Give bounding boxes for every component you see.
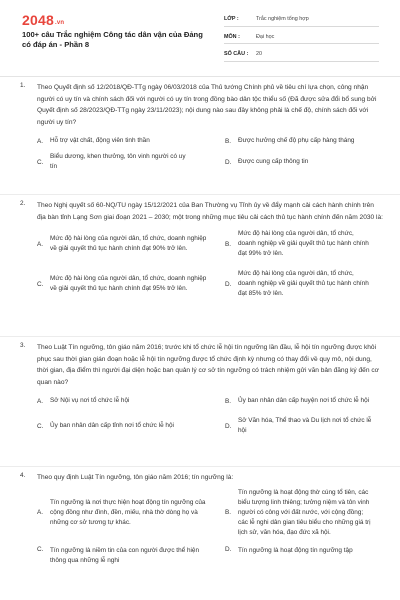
- meta-row-subject: [224, 31, 379, 45]
- option-d[interactable]: [225, 416, 385, 436]
- option-letter: B.: [225, 509, 232, 516]
- option-letter: A.: [37, 137, 44, 145]
- option-c[interactable]: [37, 152, 225, 172]
- option-letter: A.: [37, 509, 44, 516]
- question-3: [20, 342, 384, 436]
- option-d[interactable]: [225, 152, 385, 172]
- option-letter: A.: [37, 240, 44, 248]
- question-divider: [0, 466, 400, 467]
- option-letter: B.: [225, 137, 232, 145]
- question-number: 1.: [20, 82, 26, 89]
- page-title: 100+ câu Trắc nghiệm Công tác dân vận của Đảng có đáp án - Phần 8: [22, 30, 203, 49]
- option-text: Ủy ban nhân dân cấp huyện nơi tổ chức lễ hội: [238, 397, 370, 404]
- option-text: Mức độ hài lòng của người dân, tổ chức, doanh nghiệp về giải quyết thủ tục hành chính đạt 85% trở lên.: [238, 270, 369, 297]
- meta-label: LỚP :: [224, 16, 239, 23]
- option-b[interactable]: [225, 134, 385, 148]
- option-letter: D.: [225, 545, 232, 553]
- page-header: [0, 0, 400, 62]
- meta-label: MÔN :: [224, 33, 240, 40]
- option-b[interactable]: [225, 394, 385, 408]
- question-4: [20, 472, 384, 566]
- option-text: Tín ngưỡng là niềm tin của con người được thể hiện thông qua những lễ nghi: [50, 546, 200, 564]
- option-c[interactable]: [37, 416, 225, 436]
- option-letter: A.: [37, 397, 44, 405]
- option-d[interactable]: [225, 546, 385, 566]
- option-letter: C.: [37, 545, 44, 553]
- question-2: [20, 200, 384, 299]
- option-text: Tín ngưỡng là hoạt động thờ cúng tổ tiên, các biểu tượng linh thiêng; tưởng niệm và tôn vinh người có công với đất nước, với cộng đồng; các lễ nghi dân gian tiêu biểu cho những giá trị lịch sử, văn hóa, đạo đức xã hội.: [238, 488, 371, 536]
- question-text: Theo Nghị quyết số 60-NQ/TU ngày 15/12/2021 của Ban Thường vụ Tỉnh ủy về đẩy mạnh cải cách hành chính trên địa bàn tỉnh Lạng Sơn giai đoạn 2021 – 2030; một trong những mục tiêu cải cách thủ tục hành chính đến năm 2030 là:: [37, 202, 383, 221]
- meta-info: [224, 13, 379, 62]
- option-c[interactable]: [37, 269, 225, 299]
- option-text: Được cung cấp thông tin: [238, 158, 309, 165]
- meta-row-count: [224, 48, 379, 62]
- question-options: [37, 229, 384, 299]
- question-text: Theo quy định Luật Tín ngưỡng, tôn giáo năm 2016; tín ngưỡng là:: [37, 474, 234, 481]
- question-text: Theo Luật Tín ngưỡng, tôn giáo năm 2016; trước khi tổ chức lễ hội tín ngưỡng lần đầu, lễ hội tín ngưỡng được khôi phục sau thời gian gián đoạn hoặc lễ hội tín ngưỡng được tổ chức định kỳ nhưng có thay đổi về quy mô, nội dung, thời gian, địa điểm thì người đại diện hoặc ban quản lý cơ sở tín ngưỡng có trách nhiệm gửi văn bản đăng ký đến cơ quan nào?: [37, 344, 379, 386]
- question-options: [37, 488, 384, 566]
- meta-value: Đại học: [256, 33, 275, 40]
- option-text: Mức độ hài lòng của người dân, tổ chức, doanh nghiệp về giải quyết thủ tục hành chính đạt 90% trở lên.: [50, 235, 207, 252]
- option-letter: C.: [37, 280, 44, 288]
- question-divider: [0, 194, 400, 195]
- option-letter: C.: [37, 158, 44, 166]
- question-options: [37, 394, 384, 436]
- option-text: Tín ngưỡng là nơi thực hiện hoạt động tín ngưỡng của cộng đồng như đình, đền, miếu, nhà thờ dòng họ và những cơ sở tương tự khác.: [50, 498, 206, 526]
- option-text: Hỗ trợ vật chất, động viên tinh thần: [50, 137, 150, 144]
- meta-value: 20: [256, 51, 262, 58]
- option-b[interactable]: [225, 229, 385, 259]
- option-text: Mức độ hài lòng của người dân, tổ chức, doanh nghiệp về giải quyết thủ tục hành chính đạt 99% trở lên.: [238, 230, 369, 257]
- logo-suffix: .vn: [54, 20, 65, 26]
- option-a[interactable]: [37, 394, 225, 408]
- option-letter: D.: [225, 422, 232, 430]
- question-options: [37, 134, 384, 172]
- option-text: Sở Văn hóa, Thể thao và Du lịch nơi tổ chức lễ hội: [238, 417, 372, 434]
- meta-row-class: [224, 13, 379, 27]
- option-a[interactable]: [37, 134, 225, 148]
- meta-value: Trắc nghiệm tổng hợp: [256, 16, 309, 23]
- option-a[interactable]: [37, 229, 225, 259]
- question-text: Theo Quyết định số 12/2018/QĐ-TTg ngày 06/03/2018 của Thủ tướng Chính phủ về tiêu chí lựa chọn, công nhận người có uy tín và chính sách đối với người có uy tín trong đồng bào dân tộc thiểu số (Đã được sửa đổi bổ sung bởi Quyết định số 28/2023/QĐ-TTg ngày 23/11/2023); nội dung nào sau đây không phải là chế độ, chính sách đối với người uy tín?: [37, 84, 377, 126]
- option-letter: C.: [37, 422, 44, 430]
- option-text: Được hưởng chế độ phụ cấp hàng tháng: [238, 137, 355, 144]
- option-a[interactable]: [37, 488, 225, 538]
- question-number: 2.: [20, 200, 26, 207]
- option-letter: D.: [225, 158, 232, 166]
- option-letter: B.: [225, 240, 232, 248]
- option-d[interactable]: [225, 269, 385, 299]
- header-divider: [0, 76, 400, 77]
- question-number: 3.: [20, 342, 26, 349]
- question-divider: [0, 336, 400, 337]
- option-c[interactable]: [37, 546, 225, 566]
- meta-label: SỐ CÂU :: [224, 51, 249, 58]
- option-letter: B.: [225, 397, 232, 405]
- option-text: Sở Nội vụ nơi tổ chức lễ hội: [50, 397, 130, 404]
- site-logo[interactable]: [22, 12, 64, 28]
- option-letter: D.: [225, 280, 232, 288]
- option-text: Mức độ hài lòng của người dân, tổ chức, doanh nghiệp về giải quyết thủ tục hành chính đạt 95% trở lên.: [50, 275, 207, 292]
- logo-main: 2048: [22, 12, 54, 28]
- option-text: Tín ngưỡng là hoạt động tín ngưỡng tập: [238, 546, 353, 554]
- question-number: 4.: [20, 472, 26, 479]
- option-text: Ủy ban nhân dân cấp tỉnh nơi tổ chức lễ hội: [50, 422, 174, 429]
- option-text: Biểu dương, khen thưởng, tôn vinh người có uy tín: [50, 153, 186, 170]
- question-1: [20, 82, 384, 172]
- option-b[interactable]: [225, 488, 385, 538]
